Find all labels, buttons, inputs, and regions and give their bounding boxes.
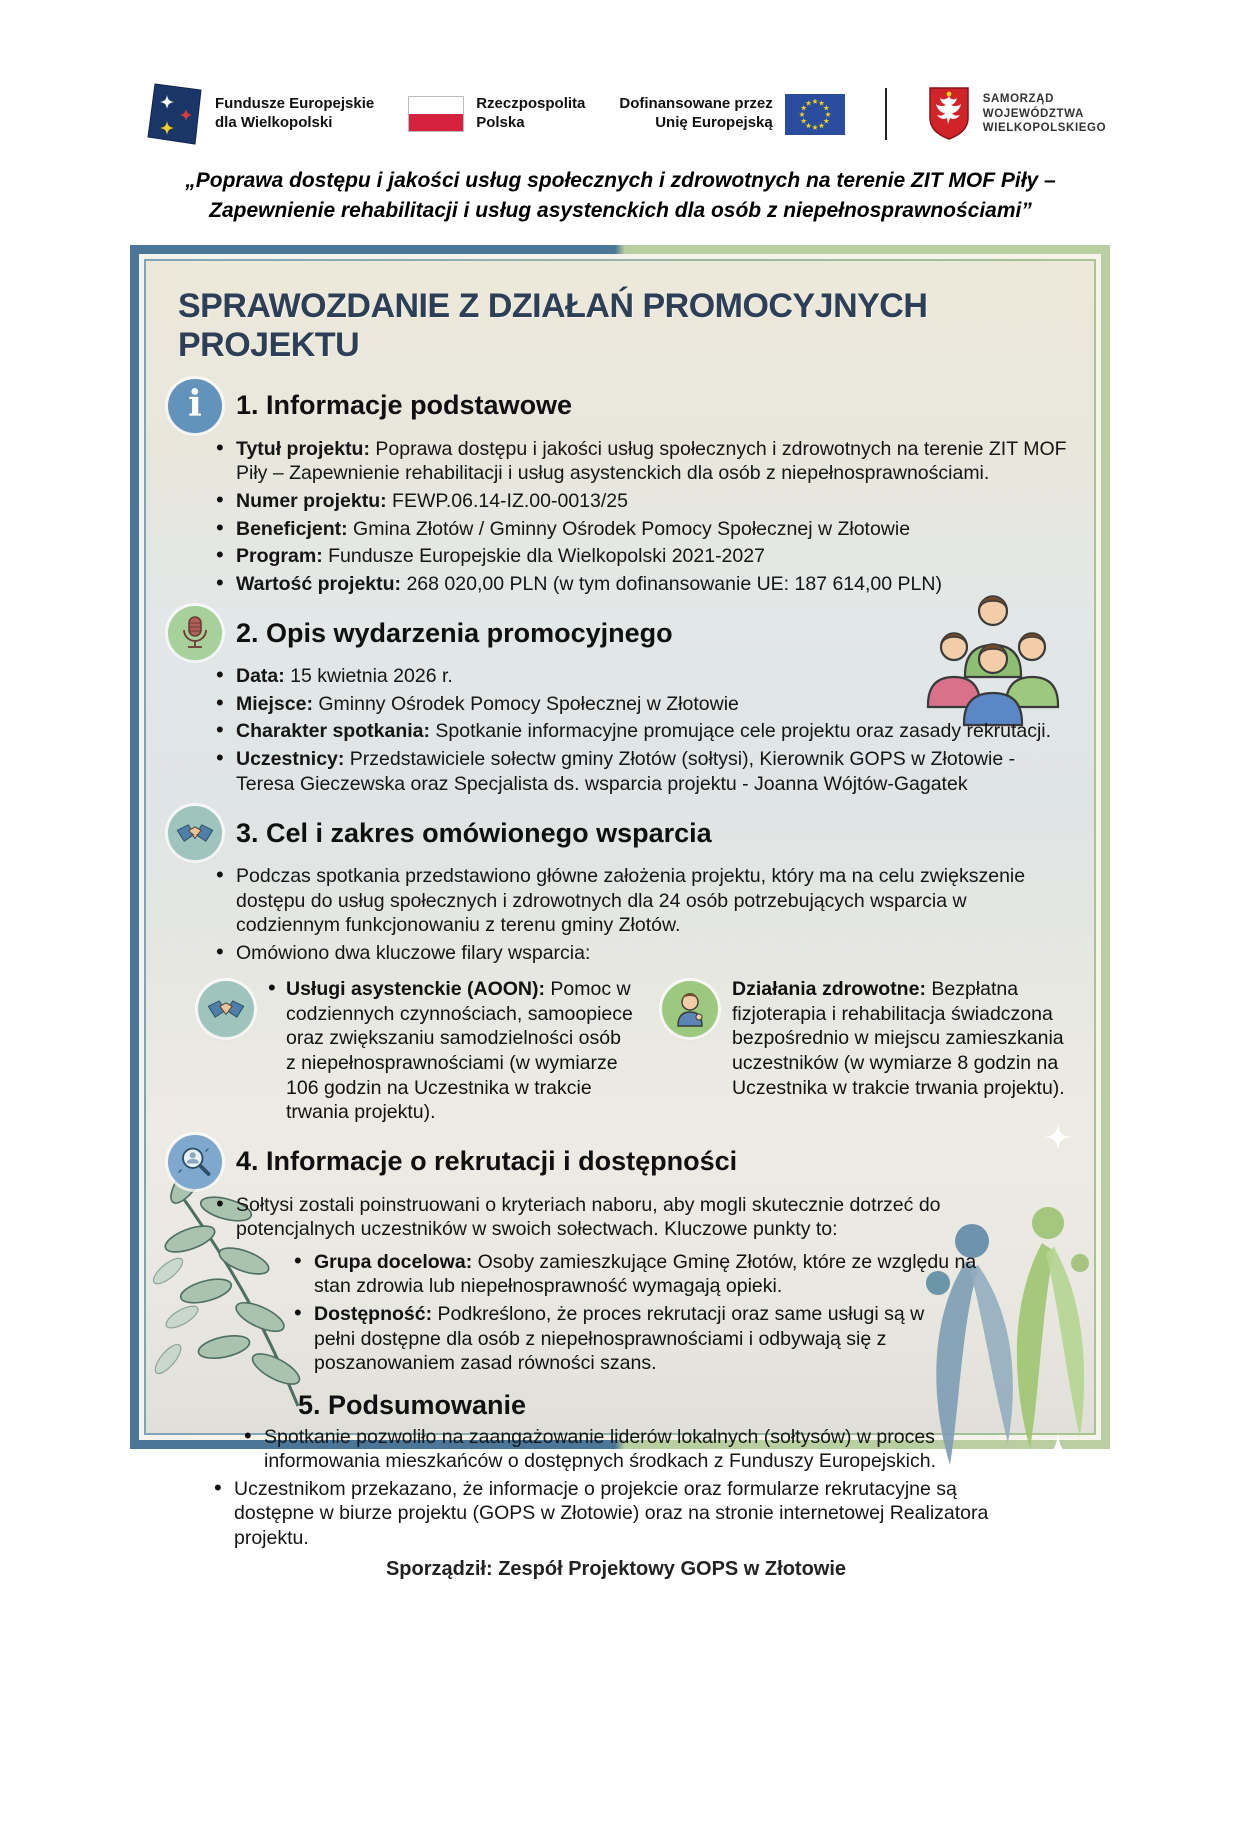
list-item bbox=[236, 864, 1066, 938]
list-item bbox=[264, 1425, 964, 1474]
poland-label-line2: Polska bbox=[476, 114, 525, 131]
poland-flag-icon bbox=[408, 96, 464, 132]
bullet-text: Sołtysi zostali poinstruowani o kryteriach naboru, aby mogli skutecznie dotrzeć do potencjalnych uczestników w swoich sołectwach. Kluczowe punkty to: bbox=[236, 1193, 941, 1241]
bullet-text: Spotkanie pozwoliło na zaangażowanie liderów lokalnych (sołtysów) w proces informowania mieszkańców o dostępnych środkach z Funduszy Europejskich. bbox=[264, 1425, 936, 1473]
bullet-label: Beneficjent: bbox=[236, 517, 348, 540]
list-item bbox=[236, 664, 904, 689]
section4-intro-list bbox=[164, 1193, 1068, 1242]
poster-title: SPRAWOZDANIE Z DZIAŁAŃ PROMOCYJNYCH PROJEKTU bbox=[178, 286, 928, 364]
bullet-text: Uczestnikom przekazano, że informacje o projekcie oraz formularze rekrutacyjne są dostępne w biurze projektu (GOPS w Złotowie) oraz na stronie internetowej Realizatora projektu. bbox=[234, 1477, 989, 1549]
list-item bbox=[236, 1193, 1026, 1242]
section4-header bbox=[168, 1135, 1068, 1189]
section1-bullets bbox=[164, 437, 1068, 596]
eu-funding-label-line2: Unię Europejską bbox=[655, 114, 773, 131]
pillar-asystenckie bbox=[198, 977, 636, 1124]
handshake-icon bbox=[198, 981, 254, 1037]
bullet-text: 268 020,00 PLN (w tym dofinansowanie UE: 187 614,00 PLN) bbox=[401, 572, 942, 595]
info-icon-glyph: i bbox=[188, 382, 202, 425]
bullet-label: Wartość projektu: bbox=[236, 572, 402, 595]
magnifier-person-icon bbox=[168, 1135, 222, 1189]
bullet-label: Miejsce: bbox=[236, 692, 313, 715]
support-pillars-columns bbox=[198, 977, 1068, 1124]
fe-logo-label-line1: Fundusze Europejskie bbox=[215, 95, 375, 113]
bullet-label: Grupa docelowa: bbox=[314, 1250, 473, 1273]
eu-funding-label bbox=[619, 95, 772, 133]
bullet-label: Uczestnicy: bbox=[236, 747, 345, 770]
eu-flag-icon bbox=[785, 94, 845, 135]
list-item bbox=[236, 719, 1096, 744]
bullet-text: Pomoc w codziennych czynnościach, samoopiece oraz zwiększaniu samodzielności osób z niepełnosprawnościami (w wymiarze 106 godzin na Uczestnika w trakcie trwania projektu). bbox=[286, 978, 633, 1124]
poster-content bbox=[144, 259, 1096, 1581]
bullet-label: Działania zdrowotne: bbox=[732, 978, 926, 1001]
funding-logo-bar bbox=[145, 78, 1241, 150]
section2-header bbox=[168, 606, 1068, 660]
poland-label bbox=[476, 95, 585, 133]
list-item bbox=[314, 1302, 934, 1376]
pillar-zdrowotne-text bbox=[732, 977, 1100, 1100]
section4-sub-bullets bbox=[164, 1250, 1068, 1376]
pillar-asystenckie-text bbox=[268, 977, 636, 1124]
samorzad-label-line2: WOJEWÓDZTWA bbox=[982, 107, 1084, 120]
bullet-text: Podkreślono, że proces rekrutacji oraz same usługi są w pełni dostępne dla osób z niepełnosprawnościami i odbywają się z poszanowaniem zasad równości szans. bbox=[314, 1302, 925, 1375]
report-poster bbox=[130, 245, 1110, 1581]
physiotherapist-icon bbox=[662, 981, 718, 1037]
section3-header bbox=[168, 806, 1068, 860]
microphone-icon bbox=[168, 606, 222, 660]
fe-logo-label bbox=[215, 95, 374, 133]
fe-wielkopolski-logo bbox=[145, 81, 374, 147]
wielkopolska-crest-icon bbox=[927, 86, 971, 142]
list-item bbox=[236, 517, 1068, 542]
bullet-text: Osoby zamieszkujące Gminę Złotów, które ze względu na stan zdrowia lub niepełnosprawność wymagają opieki. bbox=[314, 1250, 977, 1298]
bullet-text: 15 kwietnia 2026 r. bbox=[284, 665, 453, 688]
bullet-text: Podczas spotkania przedstawiono główne założenia projektu, który ma na celu zwiększenie dostępu do usług społecznych i zdrowotnych dla 24 osób potrzebujących wsparcia w codziennym funkcjonowaniu z terenu gminy Złotów. bbox=[236, 865, 1026, 937]
pillar-zdrowotne bbox=[662, 977, 1100, 1124]
bullet-text: Przedstawiciele sołectw gminy Złotów (sołtysi), Kierownik GOPS w Złotowie -Teresa Gieczewska oraz Specjalista ds. wsparcia projektu - Joanna Wójtów-Gagatek bbox=[236, 747, 1016, 795]
samorzad-label-line1: SAMORZĄD bbox=[982, 93, 1054, 106]
document-title-line1: „Poprawa dostępu i jakości usług społecznych i zdrowotnych na terenie ZIT MOF Piły – bbox=[185, 169, 1056, 192]
bullet-text: Spotkanie informacyjne promujące cele projektu oraz zasady rekrutacji. bbox=[429, 720, 1052, 743]
bullet-text: Fundusze Europejskie dla Wielkopolski 2021-2027 bbox=[322, 545, 765, 568]
list-item bbox=[314, 1250, 1014, 1299]
bullet-label: Numer projektu: bbox=[236, 490, 387, 512]
section5-title: 5. Podsumowanie bbox=[298, 1389, 527, 1420]
section4-title: 4. Informacje o rekrutacji i dostępności bbox=[236, 1146, 738, 1177]
handshake-icon bbox=[168, 806, 222, 860]
section5-bullets bbox=[164, 1425, 1068, 1551]
bullet-label: Data: bbox=[236, 665, 285, 688]
bullet-text: Bezpłatna fizjoterapia i rehabilitacja świadczona bezpośrednio w miejscu zamieszkania uczestników (w wymiarze 8 godzin na Uczestnika w trakcie trwania projektu). bbox=[732, 978, 1065, 1099]
samorzad-logo bbox=[927, 86, 1106, 142]
samorzad-label bbox=[983, 92, 1106, 135]
bullet-text: FEWP.06.14-IZ.00-0013/25 bbox=[386, 490, 628, 512]
section3-bullets bbox=[164, 864, 1068, 965]
bullet-label: Charakter spotkania: bbox=[236, 720, 430, 743]
bullet-label: Dostępność: bbox=[314, 1302, 433, 1325]
list-item bbox=[236, 489, 1068, 514]
bullet-label: Tytuł projektu: bbox=[236, 437, 370, 460]
section2-title: 2. Opis wydarzenia promocyjnego bbox=[236, 617, 673, 648]
section1-title: 1. Informacje podstawowe bbox=[236, 390, 573, 421]
list-item bbox=[236, 692, 904, 717]
bullet-text: Omówiono dwa kluczowe filary wsparcia: bbox=[236, 941, 591, 964]
list-item bbox=[236, 941, 1068, 966]
section3-title: 3. Cel i zakres omówionego wsparcia bbox=[236, 817, 712, 848]
document-title-line2: Zapewnienie rehabilitacji i usług asystenckich dla osób z niepełnosprawnościami” bbox=[209, 199, 1032, 223]
list-item bbox=[236, 437, 1068, 486]
poster-footer: Sporządził: Zespół Projektowy GOPS w Złotowie bbox=[385, 1558, 847, 1581]
eu-funding-label-line1: Dofinansowane przez bbox=[619, 95, 773, 113]
poland-logo bbox=[408, 95, 585, 133]
bullet-text: Poprawa dostępu i jakości usług społecznych i zdrowotnych na terenie ZIT MOF Piły – Zapewnienie rehabilitacji i usług asystenckich dla osób z niepełnosprawnościami. bbox=[236, 437, 1067, 485]
list-item bbox=[236, 747, 1066, 796]
eu-funding-logo bbox=[619, 94, 844, 135]
list-item bbox=[236, 544, 1068, 569]
list-item bbox=[236, 572, 1068, 597]
fe-logo-label-line2: dla Wielkopolski bbox=[215, 114, 333, 131]
bullet-text: Gminny Ośrodek Pomocy Społecznej w Złotowie bbox=[312, 692, 739, 715]
bullet-label: Program: bbox=[236, 545, 323, 568]
info-icon bbox=[168, 379, 222, 433]
list-item bbox=[234, 1477, 1034, 1551]
bullet-text: Gmina Złotów / Gminny Ośrodek Pomocy Społecznej w Złotowie bbox=[347, 517, 911, 540]
section1-header bbox=[168, 379, 1068, 433]
bullet-label: Usługi asystenckie (AOON): bbox=[286, 978, 545, 1001]
poster-mid-frame bbox=[139, 254, 1101, 1581]
samorzad-label-line3: WIELKOPOLSKIEGO bbox=[982, 122, 1107, 135]
logo-divider bbox=[885, 88, 887, 140]
fe-flag-icon bbox=[145, 81, 203, 147]
poland-label-line1: Rzeczpospolita bbox=[476, 95, 586, 113]
document-title bbox=[0, 166, 1241, 227]
section2-bullets bbox=[164, 664, 1052, 796]
